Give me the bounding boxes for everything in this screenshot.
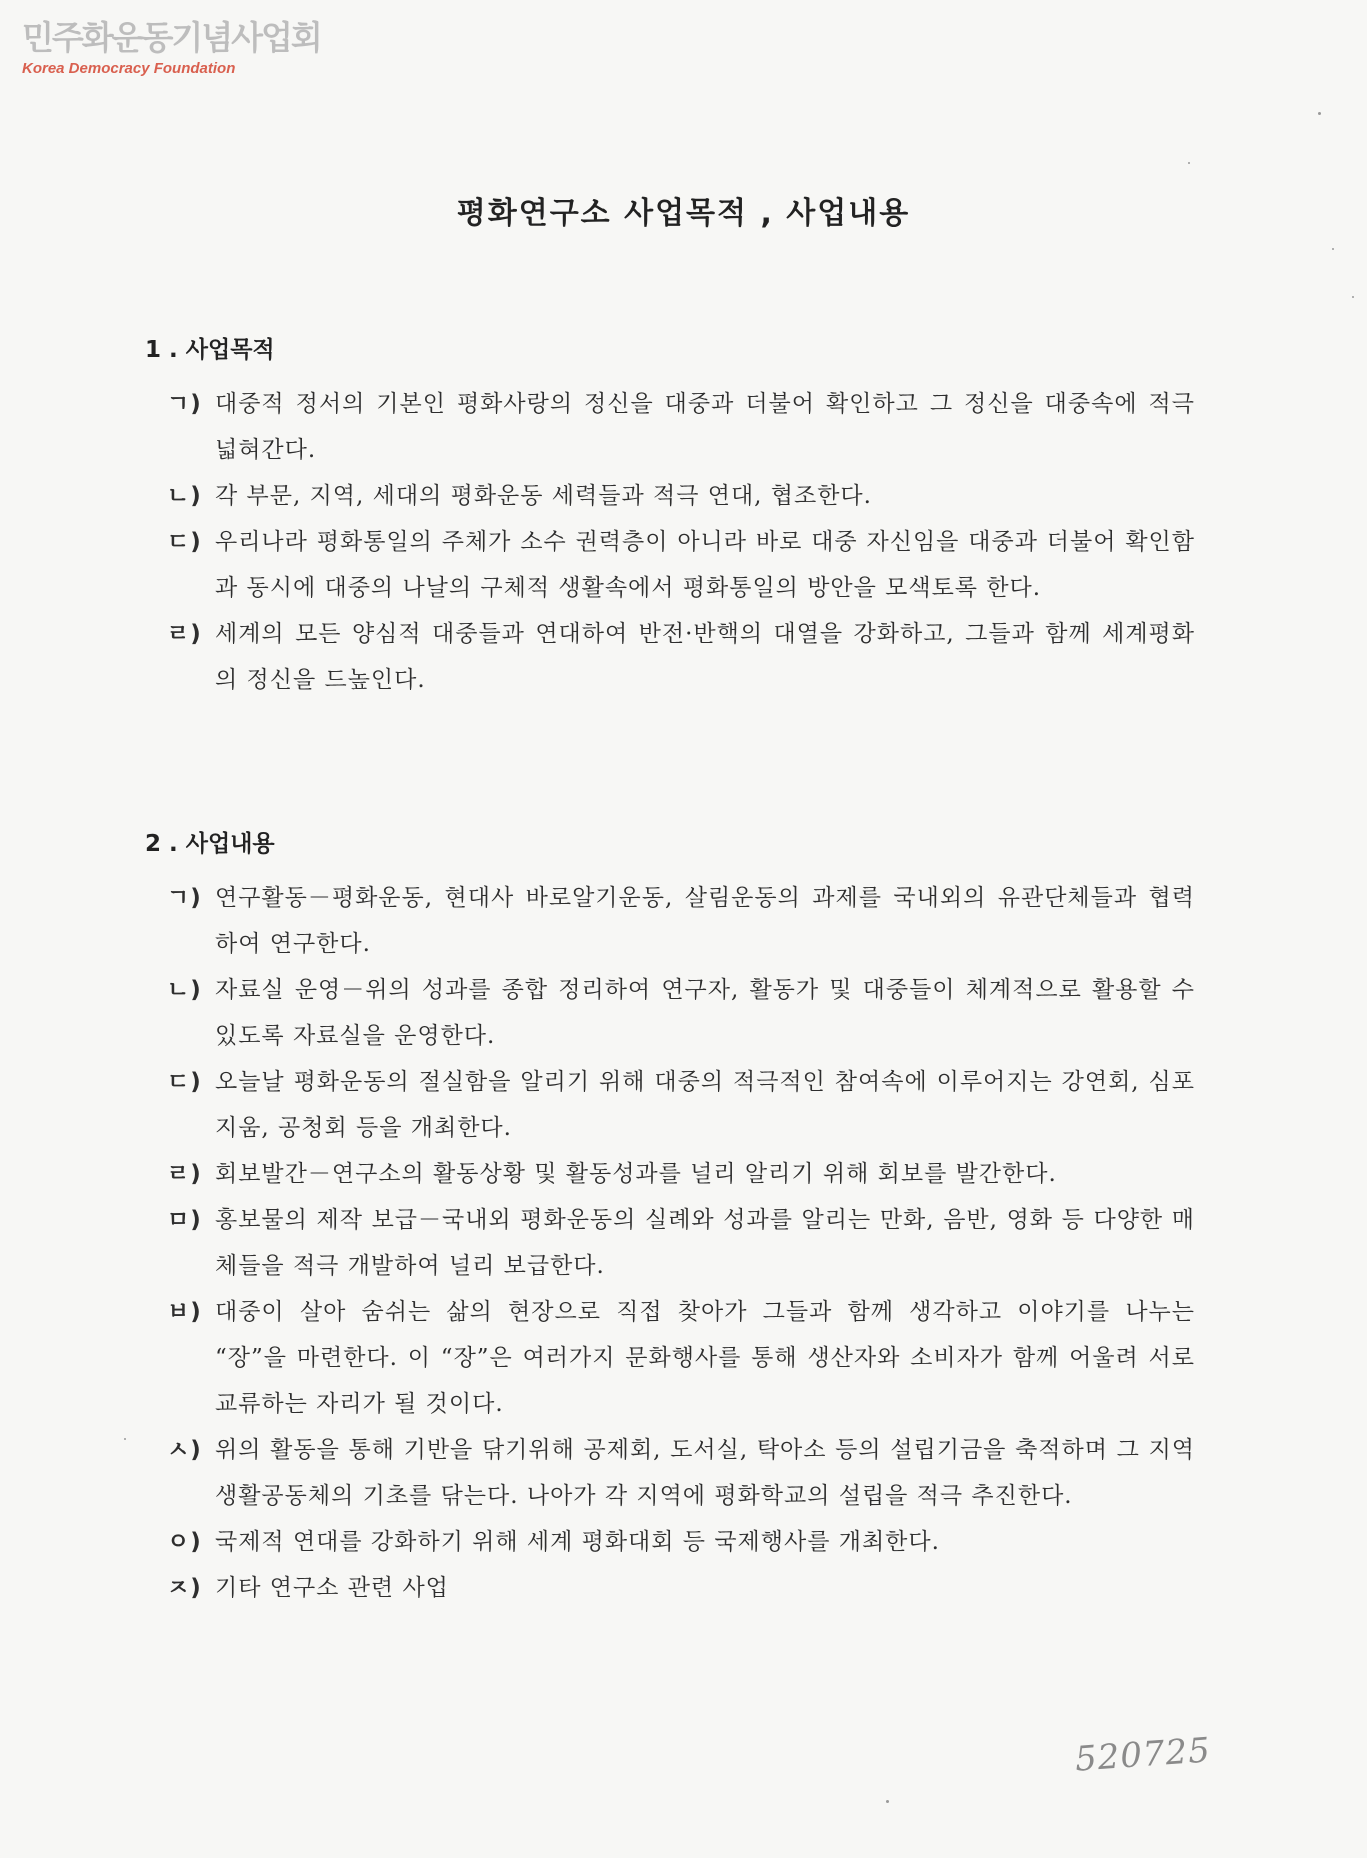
item-text: 국제적 연대를 강화하기 위해 세계 평화대회 등 국제행사를 개최한다. [215,1529,940,1555]
content-item-3 [145,1059,1195,1151]
item-text: 연구활동－평화운동, 현대사 바로알기운동, 살림운동의 과제를 국내외의 유관단체들과 협력하여 연구한다. [215,885,1195,957]
purpose-item-3 [145,519,1195,611]
scan-speck [886,1800,889,1803]
content-item-5 [145,1197,1195,1289]
purpose-item-1 [145,381,1195,473]
item-text: 홍보물의 제작 보급－국내외 평화운동의 실례와 성과를 알리는 만화, 음반, 영화 등 다양한 매체들을 적극 개발하여 널리 보급한다. [215,1207,1195,1279]
section-purpose [145,333,1195,703]
scan-speck [1352,296,1354,298]
section-heading-purpose: 1 . 사업목적 [145,337,275,363]
item-marker: ㄹ) [167,621,202,647]
item-text: 위의 활동을 통해 기반을 닦기위해 공제회, 도서실, 탁아소 등의 설립기금을 축적하며 그 지역 생활공동체의 기초를 닦는다. 나아가 각 지역에 평화학교의 설립을 적극 추진한다. [215,1437,1195,1509]
item-marker: ㄴ) [167,977,202,1003]
item-text: 각 부문, 지역, 세대의 평화운동 세력들과 적극 연대, 협조한다. [215,483,872,509]
item-text: 우리나라 평화통일의 주체가 소수 권력층이 아니라 바로 대중 자신임을 대중과 더불어 확인함과 동시에 대중의 나날의 구체적 생활속에서 평화통일의 방안을 모색토록 한다. [215,529,1195,601]
item-text: 자료실 운영－위의 성과를 종합 정리하여 연구자, 활동가 및 대중들이 체계적으로 활용할 수 있도록 자료실을 운영한다. [215,977,1195,1049]
handwritten-annotation: 520725 [1073,1730,1213,1780]
content-item-1 [145,875,1195,967]
item-marker: ㅈ) [167,1575,202,1601]
purpose-item-4 [145,611,1195,703]
section-heading-content: 2 . 사업내용 [145,831,275,857]
item-marker: ㅂ) [167,1299,202,1325]
content-item-6 [145,1289,1195,1427]
content-item-7 [145,1427,1195,1519]
content-item-8 [145,1519,1195,1565]
purpose-item-2 [145,473,1195,519]
item-marker: ㅁ) [167,1207,202,1233]
scan-speck [1318,112,1321,115]
item-marker: ㄷ) [167,1069,202,1095]
item-text: 오늘날 평화운동의 절실함을 알리기 위해 대중의 적극적인 참여속에 이루어지는 강연회, 심포지움, 공청회 등을 개최한다. [215,1069,1195,1141]
item-text: 대중적 정서의 기본인 평화사랑의 정신을 대중과 더불어 확인하고 그 정신을 대중속에 적극 넓혀간다. [215,391,1195,463]
item-marker: ㅅ) [167,1437,202,1463]
item-marker: ㄱ) [167,885,202,911]
scan-speck [124,1438,126,1440]
item-marker: ㄱ) [167,391,202,417]
item-text: 세계의 모든 양심적 대중들과 연대하여 반전·반핵의 대열을 강화하고, 그들과 함께 세계평화의 정신을 드높인다. [215,621,1195,693]
item-marker: ㄴ) [167,483,202,509]
content-item-9 [145,1565,1195,1611]
item-marker: ㅇ) [167,1529,202,1555]
item-marker: ㄷ) [167,529,202,555]
document-title: 평화연구소 사업목적 , 사업내용 [456,196,911,231]
scan-speck [1188,162,1190,164]
item-text: 대중이 살아 숨쉬는 삶의 현장으로 직접 찾아가 그들과 함께 생각하고 이야기를 나누는 “장”을 마련한다. 이 “장”은 여러가지 문화행사를 통해 생산자와 소비자가 함께 어울려 서로 교류하는 자리가 될 것이다. [215,1299,1195,1417]
content-item-4 [145,1151,1195,1197]
foundation-logo [22,18,321,78]
item-text: 회보발간－연구소의 활동상황 및 활동성과를 널리 알리기 위해 회보를 발간한다. [215,1161,1057,1187]
item-marker: ㄹ) [167,1161,202,1187]
section-content [145,827,1195,1611]
scan-speck [1332,248,1334,250]
item-text: 기타 연구소 관련 사업 [215,1575,449,1601]
logo-english-text: Korea Democracy Foundation [22,60,236,77]
logo-korean-text: 민주화운동기념사업회 [22,18,321,57]
content-item-2 [145,967,1195,1059]
